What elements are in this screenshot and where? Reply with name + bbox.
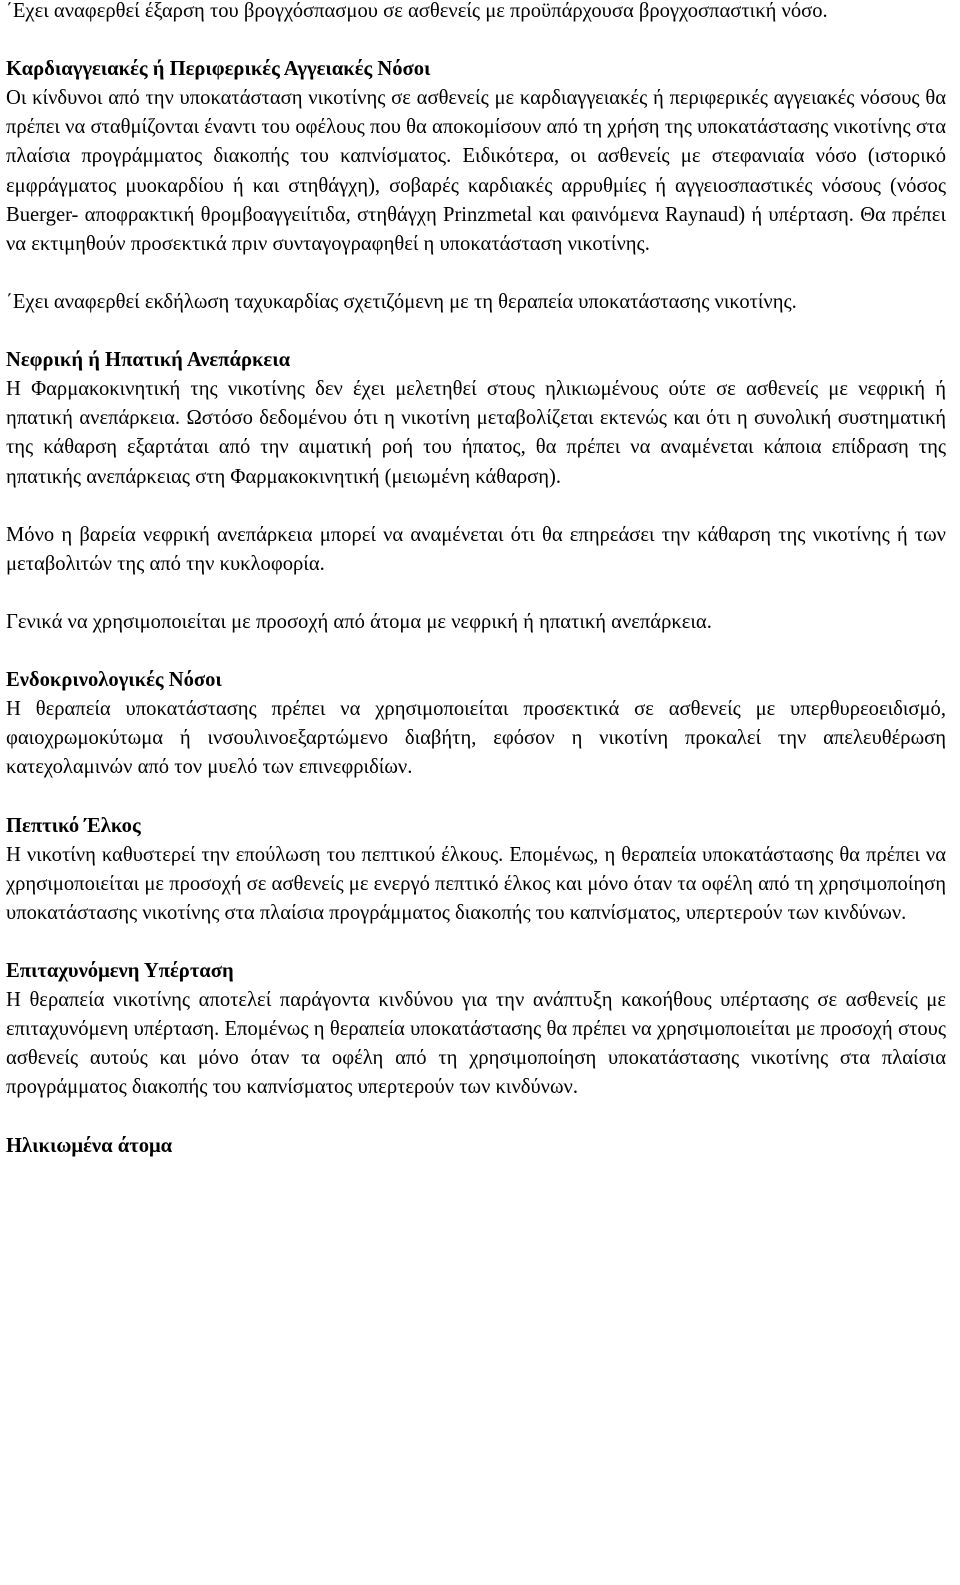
- cardio-paragraph-1: Οι κίνδυνοι από την υποκατάσταση νικοτίνης σε ασθενείς με καρδιαγγειακές ή περιφερικές αγγειακές νόσους θα πρέπει να σταθμίζονται έναντι του οφέλους που θα αποκομίσουν από τη χρήση της υποκατάστασης νικοτίνης στα πλαίσια προγράμματος διακοπής του καπνίσματος. Ειδικότερα, οι ασθενείς με στεφανιαία νόσο (ιστορικό εμφράγματος μυοκαρδίου ή και στηθάγχη), σοβαρές καρδιακές αρρυθμίες ή αγγειοσπαστικές νόσους (νόσος Buerger- αποφρακτική θρομβοαγγειίτιδα, στηθάγχη Prinzmetal και φαινόμενα Raynaud) ή υπέρταση. Θα πρέπει να εκτιμηθούν προσεκτικά πριν συνταγογραφηθεί η υποκατάσταση νικοτίνης.: [6, 87, 946, 255]
- spacer: [6, 783, 946, 812]
- endocrine-paragraph: Η θεραπεία υποκατάστασης πρέπει να χρησιμοποιείται προσεκτικά σε ασθενείς με υπερθυρεοειδισμό, φαιοχρωμοκύτωμα ή ινσουλινοεξαρτώμενο διαβήτη, εφόσον η νικοτίνη προκαλεί την απελευθέρωση κατεχολαμινών από τον μυελό των επινεφριδίων.: [6, 698, 946, 779]
- cardio-heading: Καρδιαγγειακές ή Περιφερικές Αγγειακές Νόσοι: [6, 58, 431, 81]
- intro-paragraph: ΄Εχει αναφερθεί έξαρση του βρογχόσπασμου σε ασθενείς με προϋπάρχουσα βρογχοσπαστική νόσο.: [6, 0, 828, 22]
- spacer: [6, 928, 946, 957]
- ulcer-paragraph: Η νικοτίνη καθυστερεί την επούλωση του πεπτικού έλκους. Επομένως, η θεραπεία υποκατάστασης θα πρέπει να χρησιμοποιείται με προσοχή σε ασθενείς με ενεργό πεπτικό έλκος και μόνο όταν τα οφέλη από τη χρησιμοποίηση υποκατάστασης νικοτίνης στα πλαίσια προγράμματος διακοπής του καπνίσματος, υπερτερούν των κινδύνων.: [6, 843, 946, 924]
- spacer: [6, 26, 946, 55]
- renal-paragraph-1: Η Φαρμακοκινητική της νικοτίνης δεν έχει μελετηθεί στους ηλικιωμένους ούτε σε ασθενείς με νεφρική ή ηπατική ανεπάρκεια. Ωστόσο δεδομένου ότι η νικοτίνη μεταβολίζεται εκτενώς και ότι η συνολική συστηματική της κάθαρση εξαρτάται από την αιματική ροή του ήπατος, θα πρέπει να αναμένεται κάποια επίδραση της ηπατικής ανεπάρκειας στη Φαρμακοκινητική (μειωμένη κάθαρση).: [6, 378, 946, 488]
- spacer: [6, 259, 946, 288]
- ulcer-heading: Πεπτικό Έλκος: [6, 814, 141, 837]
- spacer: [6, 317, 946, 346]
- spacer: [6, 637, 946, 666]
- renal-heading: Νεφρική ή Ηπατική Ανεπάρκεια: [6, 349, 291, 372]
- document-page: [6, 0, 946, 1161]
- renal-paragraph-2: Μόνο η βαρεία νεφρική ανεπάρκεια μπορεί να αναμένεται ότι θα επηρεάσει την κάθαρση της νικοτίνης ή των μεταβολιτών της από την κυκλοφορία.: [6, 523, 946, 575]
- endocrine-heading: Ενδοκρινολογικές Νόσοι: [6, 669, 222, 692]
- elderly-heading: Ηλικιωμένα άτομα: [6, 1134, 173, 1157]
- hypertension-heading: Επιταχυνόμενη Υπέρταση: [6, 960, 234, 983]
- spacer: [6, 579, 946, 608]
- spacer: [6, 1103, 946, 1132]
- cardio-paragraph-2: ΄Εχει αναφερθεί εκδήλωση ταχυκαρδίας σχετιζόμενη με τη θεραπεία υποκατάστασης νικοτίνης.: [6, 290, 797, 313]
- spacer: [6, 492, 946, 521]
- renal-paragraph-3: Γενικά να χρησιμοποιείται με προσοχή από άτομα με νεφρική ή ηπατική ανεπάρκεια.: [6, 610, 712, 633]
- hypertension-paragraph: Η θεραπεία νικοτίνης αποτελεί παράγοντα κινδύνου για την ανάπτυξη κακοήθους υπέρτασης σε ασθενείς με επιταχυνόμενη υπέρταση. Επομένως η θεραπεία υποκατάστασης θα πρέπει να χρησιμοποιείται με προσοχή στους ασθενείς αυτούς και μόνο όταν τα οφέλη από τη χρησιμοποίηση υποκατάστασης νικοτίνης στα πλαίσια προγράμματος διακοπής του καπνίσματος υπερτερούν των κινδύνων.: [6, 989, 946, 1099]
